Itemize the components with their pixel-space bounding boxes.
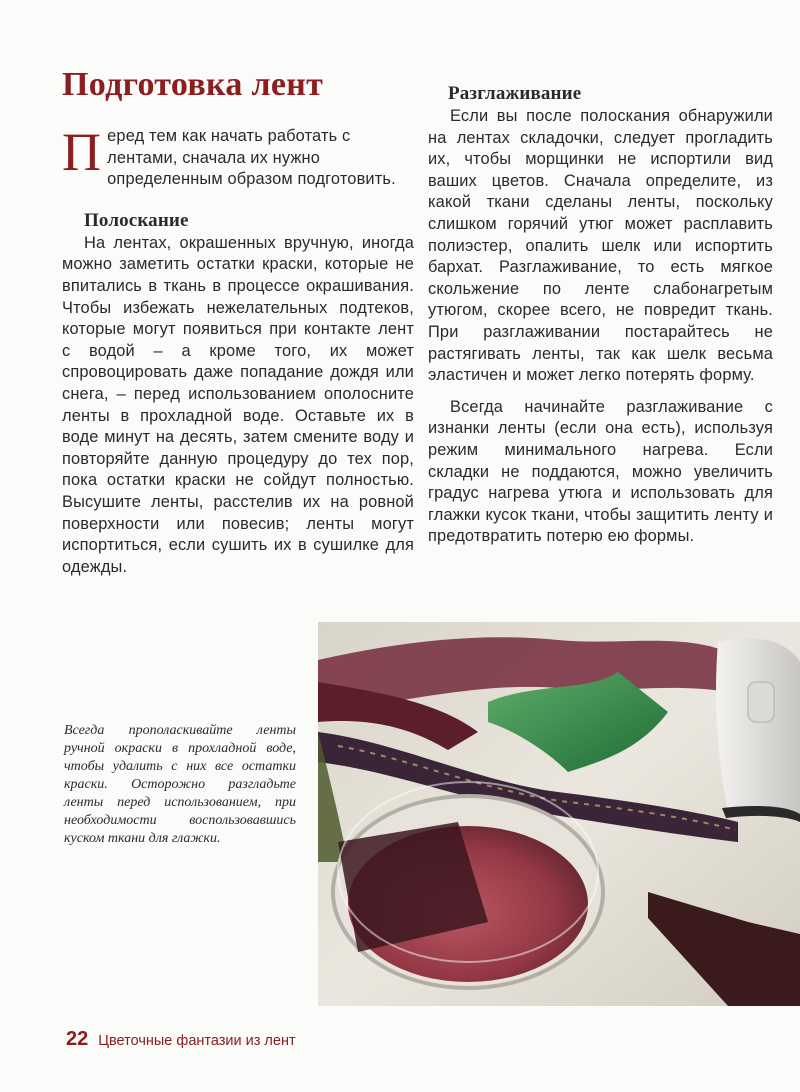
intro-paragraph — [62, 122, 414, 191]
ironing-paragraph-1: Если вы после полоскания обнаружили на лентах складочки, следует прогладить их, чтобы морщинки не испортили вид ваших цветов. Сначала определите, из какой ткани сделаны ленты, поскольку слишком горячий утюг может расплавить полиэстер, опалить шелк или испортить бархат. Разглаживание, то есть мягкое скольжение по ленте слабонагретым утюгом, скорее всего, не повредит ткань. При разглаживании постарайтесь не растягивать ленты, так как шелк весьма эластичен и может легко потерять форму. — [428, 107, 773, 385]
page-number: 22 — [66, 1028, 89, 1050]
ironing-paragraph-2: Всегда начинайте разглаживание с изнанки ленты (если она есть), используя режим минимального нагрева. Если складки не поддаются, можно увеличить градус нагрева утюга и использовать для глажки кусок ткани, чтобы защитить ленту и предотвратить потерю ею формы. — [428, 397, 773, 546]
rinsing-heading: Полоскание — [84, 209, 189, 231]
left-column — [62, 122, 414, 578]
ironing-heading: Разглаживание — [448, 83, 582, 104]
intro-text: еред тем как начать работать с лентами, сначала их нужно определенным образом подготовить. — [107, 127, 396, 189]
iron-control — [748, 682, 774, 722]
ribbons-photo — [318, 622, 800, 1006]
book-title: Цветочные фантазии из лент — [98, 1033, 296, 1049]
iron — [716, 638, 800, 822]
page-footer — [66, 1028, 296, 1051]
ribbons-illustration — [318, 622, 800, 1006]
page-title: Подготовка лент — [62, 66, 324, 103]
right-column — [428, 82, 773, 548]
drop-cap: П — [62, 122, 102, 182]
photo-caption: Всегда прополаскивайте ленты ручной окраски в прохладной воде, чтобы удалить с них все остатки краски. Осторожно разгладьте ленты перед использованием, при необходимости воспользовавшись куском ткани для глажки. — [64, 723, 296, 846]
rinsing-paragraph: На лентах, окрашенных вручную, иногда можно заметить остатки краски, которые не впитались в ткань в процессе окрашивания. Чтобы избежать нежелательных подтеков, которые могут появиться при контакте лент с водой – а кроме того, их может спровоцировать даже попадание дождя или снега, – перед использованием ополосните ленты в прохладной воде. Оставьте их в воде минут на десять, затем смените воду и повторяйте данную процедуру до тех пор, пока остатки краски не сойдут полностью. Высушите ленты, расстелив их на ровной поверхности или повесив; ленты могут испортиться, если сушить их в сушилке для одежды. — [62, 233, 414, 576]
